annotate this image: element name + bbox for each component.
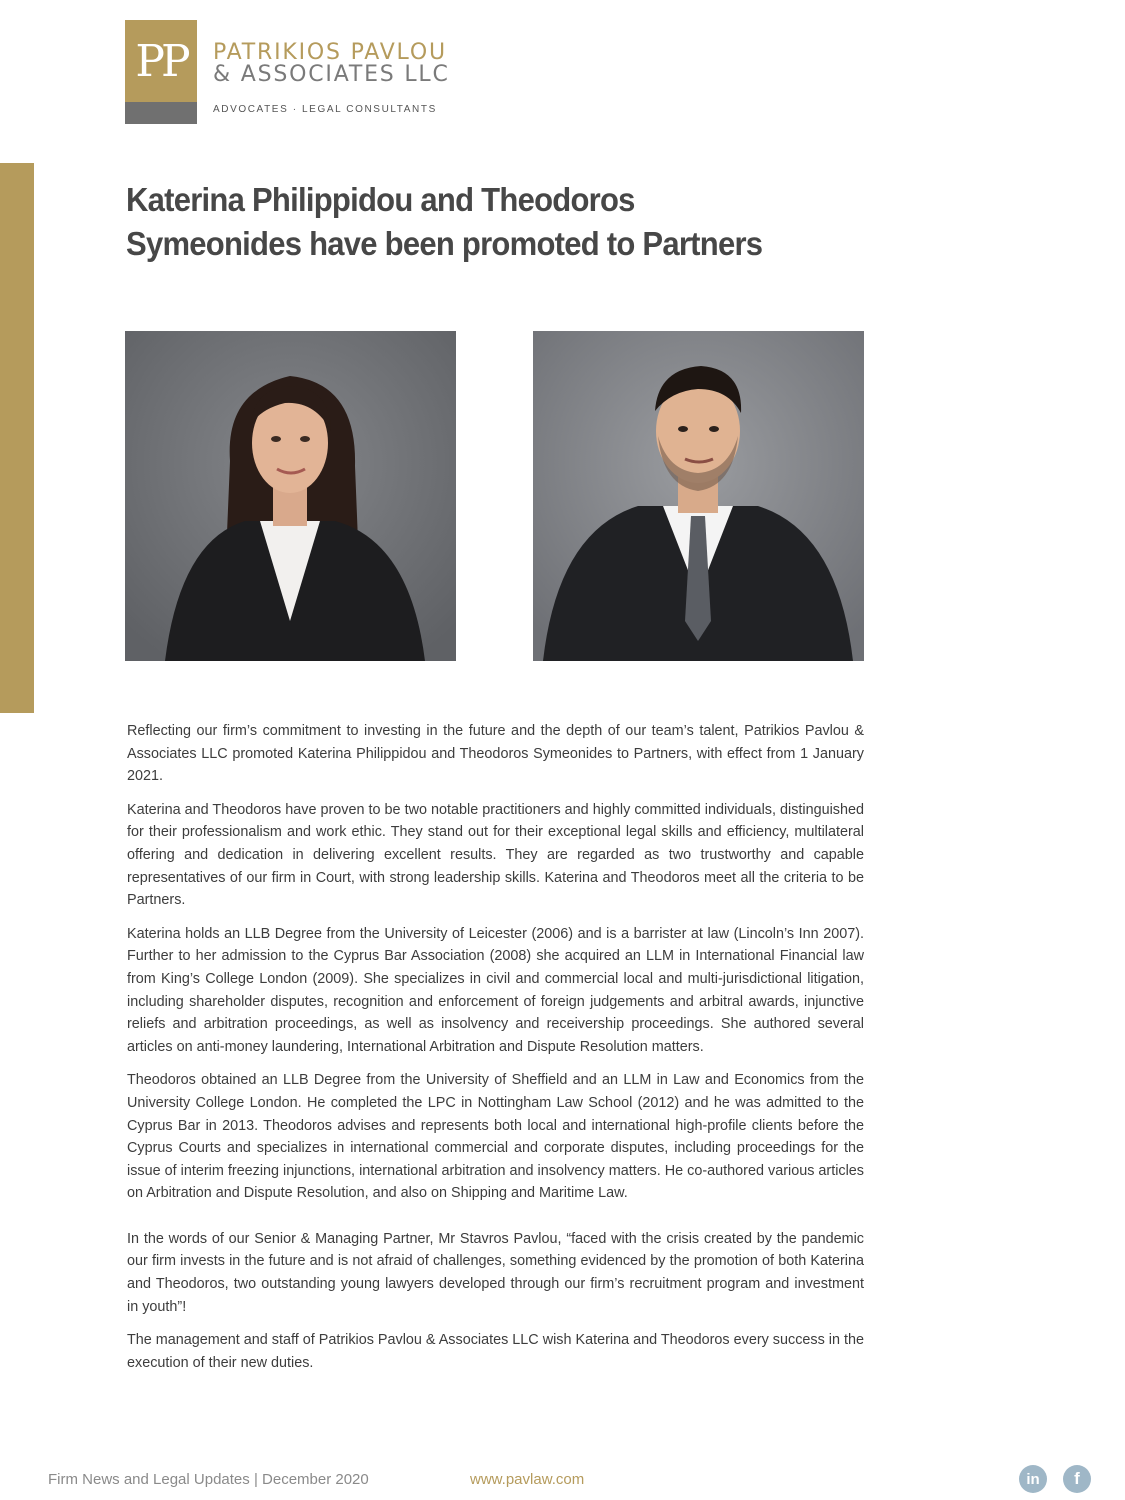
firm-tagline: ADVOCATES · LEGAL CONSULTANTS <box>213 104 437 115</box>
photo-katerina <box>125 331 456 661</box>
paragraph-theodoros: Theodoros obtained an LLB Degree from the University of Sheffield and an LLM in Law and Economics from the University College London. He completed the LPC in Nottingham Law School (2012) and he was admitted to the Cyprus Bar in 2013. Theodoros advises and represents both local and international high-profile clients before the Cyprus Courts and specializes in international commercial and corporate disputes, including proceedings for the issue of interim freezing injunctions, international arbitration and insolvency matters. He co-authored various articles on Arbitration and Dispute Resolution, and also on Shipping and Maritime Law. <box>127 1072 864 1202</box>
gold-side-bar <box>0 163 34 713</box>
firm-name <box>213 42 450 86</box>
paragraph-intro: Reflecting our firm’s commitment to investing in the future and the depth of our team’s talent, Patrikios Pavlou & Associates LLC promoted Katerina Philippidou and Theodoros Symeonides to Partners, with effect from 1 January 2021. <box>127 723 864 785</box>
page-title <box>126 178 859 266</box>
footer-section-label <box>48 1471 369 1488</box>
facebook-icon[interactable]: f <box>1063 1465 1091 1493</box>
footer-separator: | <box>253 1471 258 1488</box>
linkedin-icon[interactable]: in <box>1019 1465 1047 1493</box>
title-line1: Katerina Philippidou and Theodoros <box>126 181 635 218</box>
footer-date: December 2020 <box>262 1471 369 1488</box>
firm-name-line1: PATRIKIOS PAVLOU <box>213 40 447 65</box>
firm-name-line2: & ASSOCIATES LLC <box>213 62 450 87</box>
title-line2: Symeonides have been promoted to Partners <box>126 225 763 262</box>
portrait-man-icon <box>533 331 864 661</box>
paragraph-katerina: Katerina holds an LLB Degree from the University of Leicester (2006) and is a barrister at law (Lincoln’s Inn 2007). Further to her admission to the Cyprus Bar Association (2008) she acquired an LLM in International Financial law from King’s College London (2009). She specializes in civil and commercial local and multi-jurisdictional litigation, including shareholder disputes, recognition and enforcement of foreign judgements and arbitral awards, injunctive reliefs and arbitration proceedings, as well as insolvency and receivership proceedings. She authored several articles on anti-money laundering, International Arbitration and Dispute Resolution matters. <box>127 925 864 1055</box>
footer-section: Firm News and Legal Updates <box>48 1471 250 1488</box>
website-link[interactable]: www.pavlaw.com <box>470 1471 585 1488</box>
paragraph-praise: Katerina and Theodoros have proven to be two notable practitioners and highly committed individuals, distinguished for their professionalism and work ethic. They stand out for their exceptional legal skills and efficiency, multilateral offering and dedication in delivering excellent results. They are regarded as two trustworthy and capable representatives of our firm in Court, with strong leadership skills. Katerina and Theodoros meet all the criteria to be Partners. <box>127 801 864 909</box>
portrait-woman-icon <box>125 331 456 661</box>
logo-monogram: PP <box>135 35 187 87</box>
paragraph-closing: The management and staff of Patrikios Pavlou & Associates LLC wish Katerina and Theodoros every success in the execution of their new duties. <box>127 1332 864 1371</box>
article-body <box>127 720 864 1385</box>
paragraph-quote: In the words of our Senior & Managing Partner, Mr Stavros Pavlou, “faced with the crisis created by the pandemic our firm invests in the future and is not afraid of challenges, something evidenced by the promotion of both Katerina and Theodoros, two outstanding young lawyers developed through our firm’s recruitment program and investment in youth”! <box>127 1230 864 1315</box>
logo-mark-bar <box>125 102 197 124</box>
photo-theodoros <box>533 331 864 661</box>
